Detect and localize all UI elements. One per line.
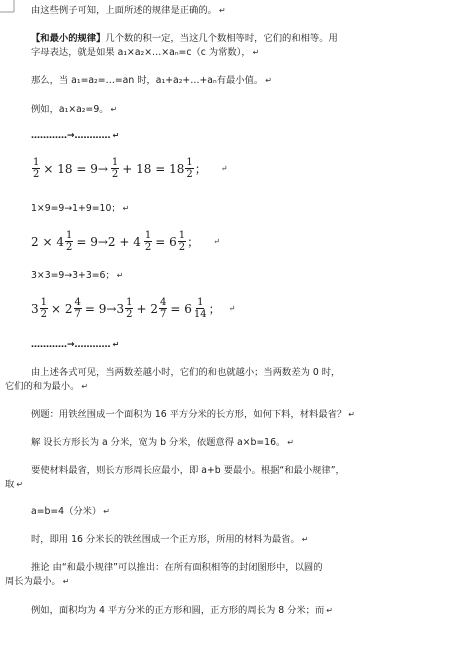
text-line-observation-cont: 它们的和为最小。 ↵ (5, 381, 89, 392)
text-line-problem: 例题：用铁丝围成一个面积为 16 平方分米的长方形，如何下料，材料最省？ ↵ (31, 409, 355, 420)
equation-1: $\frac{1}{2}$ × 18 = 9→ $\frac{1}{2}$ + 18 = 18 $\frac{1}{2}$ ； ↵ (33, 157, 228, 180)
text-line-conclusion: 由这些例子可知，上面所述的规律是正确的。 ↵ (31, 5, 226, 16)
rule-heading: 【和最小的规律】 (31, 33, 106, 44)
fraction: $\frac{1}{2}$ (186, 157, 193, 180)
paragraph-mark-icon: ↵ (252, 48, 260, 57)
paragraph-mark-icon: ↵ (81, 382, 89, 391)
paragraph-mark-icon: ↵ (112, 131, 120, 140)
text-line-rule-min: 那么，当 a₁=a₂=…=an 时，a₁+a₂+…+aₙ有最小值。 ↵ (31, 75, 272, 86)
paragraph-mark-icon: ↵ (16, 480, 24, 489)
text-line-answer: a=b=4（分米） ↵ (31, 506, 110, 517)
text-line-solution-2: 要使材料最省，则长方形周长应最小，即 a+b 要最小。根据“和最小规律”， (31, 465, 345, 476)
paragraph-mark-icon: ↵ (301, 535, 309, 544)
text-line-observation: 由上述各式可见，当两数差越小时，它们的和也就越小；当两数差为 0 时， (31, 367, 341, 378)
paragraph-mark-icon: ↵ (265, 76, 272, 85)
text-line-corollary: 推论 由“和最小规律”可以推出：在所有面积相等的封闭图形中，以圆的 (31, 562, 323, 573)
paragraph-mark-icon: ↵ (220, 164, 228, 173)
paragraph-mark-icon: ↵ (122, 204, 130, 213)
fraction: $\frac{1}{2}$ (111, 157, 119, 180)
dotted-arrow-line: …………→………… ↵ (31, 131, 120, 141)
paragraph-mark-icon: ↵ (228, 304, 236, 313)
paragraph-mark-icon: ↵ (116, 271, 124, 280)
text-line-solution: 解 设长方形长为 a 分米，宽为 b 分米，依题意得 a×b=16。 ↵ (31, 437, 294, 448)
fraction: $\frac{1}{2}$ (144, 230, 152, 253)
fraction: $\frac{1}{2}$ (65, 230, 73, 253)
paragraph-mark-icon: ↵ (287, 438, 294, 447)
page-corner-mark (0, 0, 22, 14)
dotted-arrow-line: …………→………… ↵ (31, 340, 120, 350)
text-line-example: 例如，a₁×a₂=9。 ↵ (31, 104, 118, 115)
fraction: $\frac{1}{2}$ (40, 297, 48, 320)
paragraph-mark-icon: ↵ (218, 6, 226, 15)
paragraph-mark-icon: ↵ (348, 410, 355, 419)
paragraph-mark-icon: ↵ (110, 105, 118, 114)
paragraph-mark-icon: ↵ (112, 340, 120, 349)
text-line-rule-title: 【和最小的规律】几个数的积一定，当这几个数相等时，它们的和相等。用 (31, 33, 338, 44)
text-line-solution-2-cont: 取 ↵ (5, 479, 24, 490)
text-line-rule-formula: 字母表达，就是如果 a₁×a₂×…×aₙ=c（c 为常数）， ↵ (31, 47, 260, 58)
paragraph-mark-icon: ↵ (62, 577, 70, 586)
fraction: $\frac{1}{14}$ (193, 297, 207, 320)
equation-4: 3×3=9→3+3=6； ↵ (31, 270, 124, 281)
fraction: $\frac{1}{2}$ (33, 157, 40, 180)
fraction: $\frac{4}{7}$ (74, 297, 81, 320)
fraction: $\frac{1}{2}$ (178, 230, 186, 253)
equation-3: 2 × 4 $\frac{1}{2}$ = 9→2 + 4 $\frac{1}{2}$ = 6 $\frac{1}{2}$ ； ↵ (31, 230, 220, 253)
equation-5: 3 $\frac{1}{2}$ × 2 $\frac{4}{7}$ = 9→3 $\frac{1}{2}$ + 2 $\frac{4}{7}$ = 6 $\frac{1}{14}$ ； ↵ (31, 297, 236, 320)
text-line-final-example: 例如，面积均为 4 平方分米的正方形和圆，正方形的周长为 8 分米；而 ↵ (31, 605, 333, 616)
text-line-corollary-cont: 周长为最小。 ↵ (5, 576, 70, 587)
text-line-answer-explain: 时，即用 16 分米长的铁丝围成一个正方形，所用的材料为最省。 ↵ (31, 534, 309, 545)
paragraph-mark-icon: ↵ (213, 237, 220, 246)
paragraph-mark-icon: ↵ (103, 507, 110, 516)
equation-2: 1×9=9→1+9=10； ↵ (31, 203, 130, 214)
fraction: $\frac{4}{7}$ (160, 297, 167, 320)
fraction: $\frac{1}{2}$ (126, 297, 133, 320)
paragraph-mark-icon: ↵ (326, 606, 333, 615)
